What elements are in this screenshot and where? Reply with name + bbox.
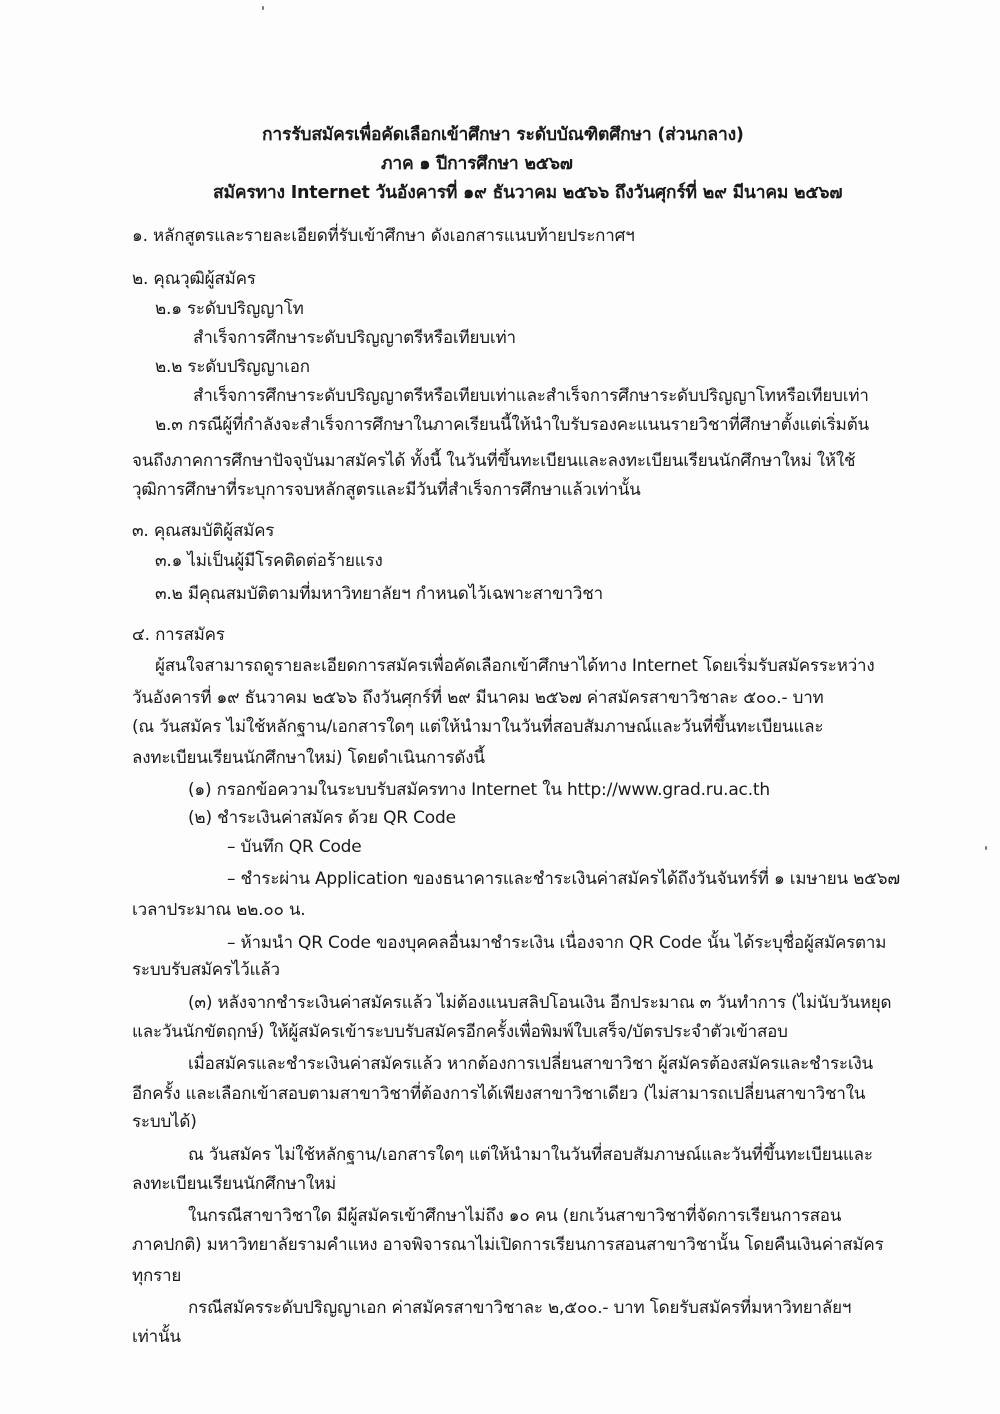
section4-para5-line2: เท่านั้น [132,1327,181,1347]
section2-2-text: สำเร็จการศึกษาระดับปริญญาตรีหรือเทียบเท่าและสำเร็จการศึกษาระดับปริญญาโทหรือเทียบเท่า [193,386,869,406]
section4-para3-line2: ลงทะเบียนเรียนนักศึกษาใหม่ [132,1174,337,1194]
step2-bullet-no-other-qr-line2: ระบบรับสมัครไว้แล้ว [132,960,280,980]
section4-para4-line2: ภาคปกติ) มหาวิทยาลัยรามคำแหง อาจพิจารณาไม่เปิดการเรียนการสอนสาขาวิชานั้น โดยคืนเงินค่าสมัคร [132,1235,884,1255]
section4-para1-line3: (ณ วันสมัคร ไม่ใช้หลักฐาน/เอกสารใดๆ แต่ให้นำมาในวันที่สอบสัมภาษณ์และวันที่ขึ้นทะเบียนและ [132,717,824,737]
section4-para2-line2: อีกครั้ง และเลือกเข้าสอบตามสาขาวิชาที่ต้องการได้เพียงสาขาวิชาเดียว (ไม่สามารถเปลี่ยนสาขาวิชาใน [132,1084,866,1104]
section4-para1-line4: ลงทะเบียนเรียนนักศึกษาใหม่) โดยดำเนินการดังนี้ [132,748,485,768]
section4-para3-line1: ณ วันสมัคร ไม่ใช้หลักฐาน/เอกสารใดๆ แต่ให้นำมาในวันที่สอบสัมภาษณ์และวันที่ขึ้นทะเบียนและ [188,1145,873,1165]
scan-speck [985,846,987,850]
section3-heading: ๓. คุณสมบัติผู้สมัคร [132,521,275,541]
step2-bullet-pay-app-line2: เวลาประมาณ ๒๒.๐๐ น. [132,900,306,920]
section2-1-heading: ๒.๑ ระดับปริญญาโท [155,299,304,319]
section2-3-line2: จนถึงภาคการศึกษาปัจจุบันมาสมัครได้ ทั้งนี้ ในวันที่ขึ้นทะเบียนและลงทะเบียนเรียนนักศึกษาใหม่ ให้ใช้ [132,451,856,471]
section2-heading: ๒. คุณวุฒิผู้สมัคร [132,269,256,289]
step3-line2: และวันนักขัตฤกษ์) ให้ผู้สมัครเข้าระบบรับสมัครอีกครั้งเพื่อพิมพ์ใบเสร็จ/บัตรประจำตัวเข้าสอบ [132,1022,788,1042]
section4-para4-line1: ในกรณีสาขาวิชาใด มีผู้สมัครเข้าศึกษาไม่ถึง ๑๐ คน (ยกเว้นสาขาวิชาที่จัดการเรียนการสอน [188,1206,842,1226]
section4-heading: ๔. การสมัคร [132,625,225,645]
step2-bullet-no-other-qr-line1: – ห้ามนำ QR Code ของบุคคลอื่นมาชำระเงิน เนื่องจาก QR Code นั้น ได้ระบุชื่อผู้สมัครตาม [227,933,887,953]
section2-3-line3: วุฒิการศึกษาที่ระบุการจบหลักสูตรและมีวันที่สำเร็จการศึกษาแล้วเท่านั้น [132,480,641,500]
section4-para2-line1: เมื่อสมัครและชำระเงินค่าสมัครแล้ว หากต้องการเปลี่ยนสาขาวิชา ผู้สมัครต้องสมัครและชำระเงิน [188,1054,873,1074]
section2-2-heading: ๒.๒ ระดับปริญญาเอก [155,357,310,377]
section4-para1-line1: ผู้สนใจสามารถดูรายละเอียดการสมัครเพื่อคัดเลือกเข้าศึกษาได้ทาง Internet โดยเริ่มรับสมัครระหว่าง [155,656,875,676]
section2-3-line1: ๒.๓ กรณีผู้ที่กำลังจะสำเร็จการศึกษาในภาคเรียนนี้ให้นำใบรับรองคะแนนรายวิชาที่ศึกษาตั้งแต่เริ่มต้น [155,415,869,435]
section4-para2-line3: ระบบได้) [132,1112,197,1132]
doc-title-line3: สมัครทาง Internet วันอังคารที่ ๑๙ ธันวาคม ๒๕๖๖ ถึงวันศุกร์ที่ ๒๙ มีนาคม ๒๕๖๗ [213,183,843,203]
section3-1: ๓.๑ ไม่เป็นผู้มีโรคติดต่อร้ายแรง [155,551,383,571]
step3-line1: (๓) หลังจากชำระเงินค่าสมัครแล้ว ไม่ต้องแนบสลิปโอนเงิน อีกประมาณ ๓ วันทำการ (ไม่นับวันหยุด [188,993,892,1013]
doc-title-line2: ภาค ๑ ปีการศึกษา ๒๕๖๗ [381,154,573,174]
step2-bullet-pay-app-line1: – ชำระผ่าน Application ของธนาคารและชำระเงินค่าสมัครได้ถึงวันจันทร์ที่ ๑ เมษายน ๒๕๖๗ [227,869,900,889]
section4-para1-line2: วันอังคารที่ ๑๙ ธันวาคม ๒๕๖๖ ถึงวันศุกร์ที่ ๒๙ มีนาคม ๒๕๖๗ ค่าสมัครสาขาวิชาละ ๕๐๐.- บาท [132,688,824,708]
section1-curriculum: ๑. หลักสูตรและรายละเอียดที่รับเข้าศึกษา ดังเอกสารแนบท้ายประกาศฯ [132,226,635,246]
section4-para4-line3: ทุกราย [132,1266,182,1286]
section4-para5-line1: กรณีสมัครระดับปริญญาเอก ค่าสมัครสาขาวิชาละ ๒,๕๐๐.- บาท โดยรับสมัครที่มหาวิทยาลัยฯ [188,1298,852,1318]
section2-1-text: สำเร็จการศึกษาระดับปริญญาตรีหรือเทียบเท่า [193,328,516,348]
step2-bullet-save-qr: – บันทึก QR Code [227,837,362,857]
doc-title-line1: การรับสมัครเพื่อคัดเลือกเข้าศึกษา ระดับบัณฑิตศึกษา (ส่วนกลาง) [262,125,744,145]
section3-2: ๓.๒ มีคุณสมบัติตามที่มหาวิทยาลัยฯ กำหนดไว้เฉพาะสาขาวิชา [155,584,603,604]
scan-speck [262,6,264,10]
step1-online-form: (๑) กรอกข้อความในระบบรับสมัครทาง Internet ใน http://www.grad.ru.ac.th [188,780,770,800]
step2-payment: (๒) ชำระเงินค่าสมัคร ด้วย QR Code [188,808,456,828]
